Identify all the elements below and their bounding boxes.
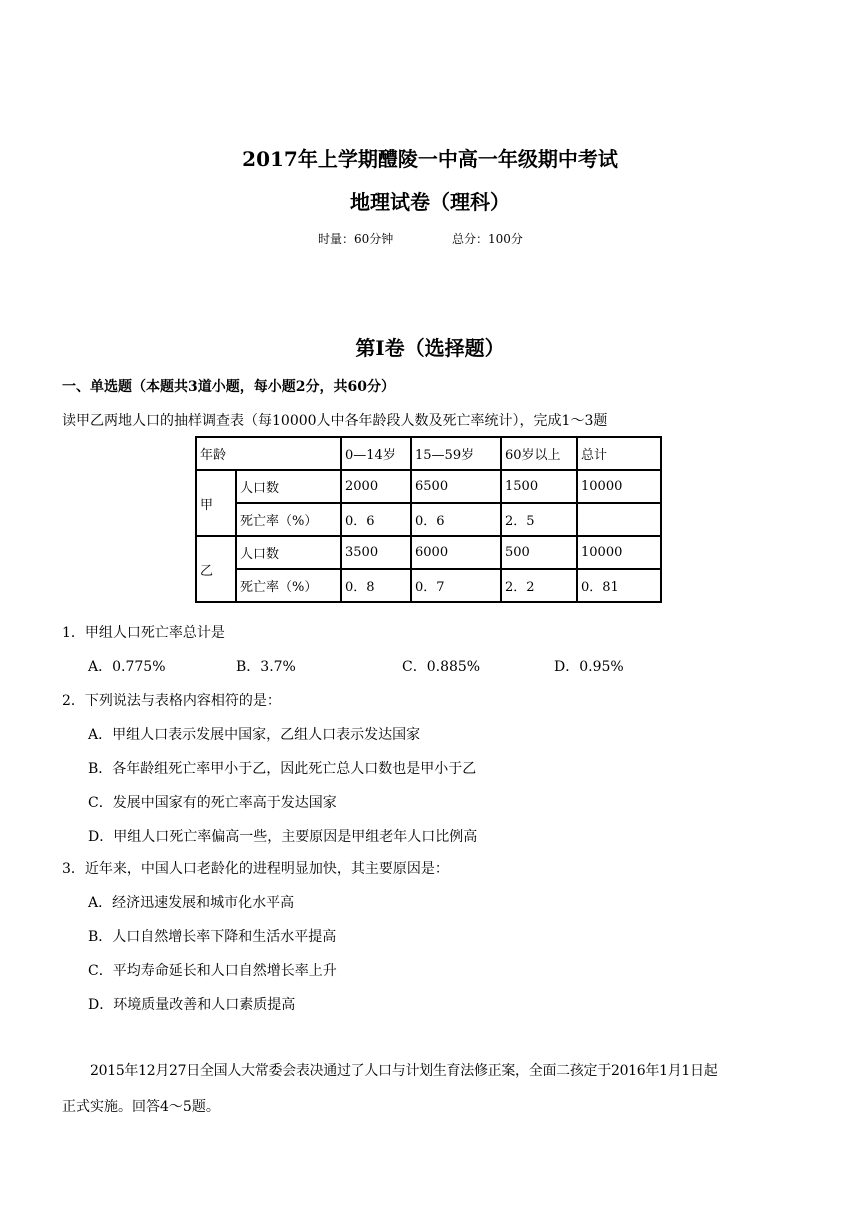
- group-label: 乙: [196, 536, 236, 602]
- header-cell: 15—59岁: [411, 437, 501, 470]
- header-cell: 60岁以上: [501, 437, 577, 470]
- header-cell: 0—14岁: [341, 437, 411, 470]
- table-cell: 0．81: [577, 569, 661, 602]
- passage-line-2: 正式实施。回答4～5题。: [62, 1099, 220, 1115]
- table-row: [196, 536, 661, 569]
- row-label: 人口数: [236, 470, 341, 503]
- table-cell: 3500: [341, 536, 411, 569]
- table-cell: 10000: [577, 536, 661, 569]
- table-cell: 0．7: [411, 569, 501, 602]
- exam-score: 总分：100分: [452, 232, 523, 246]
- question-1-option-d: D．0.95%: [554, 659, 624, 675]
- table-row: [196, 470, 661, 503]
- table-cell: 6500: [411, 470, 501, 503]
- exam-subject: 地理试卷（理科）: [350, 190, 510, 214]
- table-cell: [577, 503, 661, 536]
- part-heading: 一、单选题（本题共3道小题，每小题2分，共60分）: [62, 379, 395, 395]
- question-2-option-c: C．发展中国家有的死亡率高于发达国家: [88, 795, 337, 811]
- table-row: [196, 569, 661, 602]
- question-3-option-c: C．平均寿命延长和人口自然增长率上升: [88, 963, 337, 979]
- question-1-option-c: C．0.885%: [402, 659, 481, 675]
- table-cell: 0．6: [411, 503, 501, 536]
- question-1-option-b: B．3.7%: [236, 659, 296, 675]
- row-label: 死亡率（%）: [236, 503, 341, 536]
- table-cell: 0．6: [341, 503, 411, 536]
- header-cell: 总计: [577, 437, 661, 470]
- table-cell: 0．8: [341, 569, 411, 602]
- table-cell: 6000: [411, 536, 501, 569]
- question-2-stem: 2．下列说法与表格内容相符的是：: [62, 693, 281, 709]
- question-3-option-d: D．环境质量改善和人口素质提高: [88, 997, 296, 1013]
- question-1-stem: 1．甲组人口死亡率总计是: [62, 625, 225, 641]
- exam-title: 2017年上学期醴陵一中高一年级期中考试: [242, 147, 618, 171]
- exam-time: 时量：60分钟: [318, 232, 394, 246]
- table-header-row: [196, 437, 661, 470]
- table-cell: 500: [501, 536, 577, 569]
- passage-line-1: 2015年12月27日全国人大常委会表决通过了人口与计划生育法修正案，全面二孩定于2016年1月1日起: [90, 1063, 718, 1079]
- table-cell: 10000: [577, 470, 661, 503]
- question-2-option-a: A．甲组人口表示发展中国家，乙组人口表示发达国家: [88, 727, 421, 743]
- row-label: 死亡率（%）: [236, 569, 341, 602]
- table-row: [196, 503, 661, 536]
- question-2-option-b: B．各年龄组死亡率甲小于乙，因此死亡总人口数也是甲小于乙: [88, 761, 477, 777]
- question-3-stem: 3．近年来，中国人口老龄化的进程明显加快，其主要原因是：: [62, 861, 449, 877]
- section-title: 第I卷（选择题）: [355, 336, 505, 360]
- question-3-option-a: A．经济迅速发展和城市化水平高: [88, 895, 295, 911]
- header-cell: 年龄: [196, 437, 341, 470]
- question-2-option-d: D．甲组人口死亡率偏高一些，主要原因是甲组老年人口比例高: [88, 829, 478, 845]
- question-1-option-a: A．0.775%: [88, 659, 166, 675]
- table-cell: 1500: [501, 470, 577, 503]
- table-intro: 读甲乙两地人口的抽样调查表（每10000人中各年龄段人数及死亡率统计），完成1～3题: [62, 413, 608, 429]
- table-cell: 2000: [341, 470, 411, 503]
- table-cell: 2．5: [501, 503, 577, 536]
- question-3-option-b: B．人口自然增长率下降和生活水平提高: [88, 929, 337, 945]
- group-label: 甲: [196, 470, 236, 536]
- row-label: 人口数: [236, 536, 341, 569]
- population-table: [195, 436, 662, 603]
- table-cell: 2．2: [501, 569, 577, 602]
